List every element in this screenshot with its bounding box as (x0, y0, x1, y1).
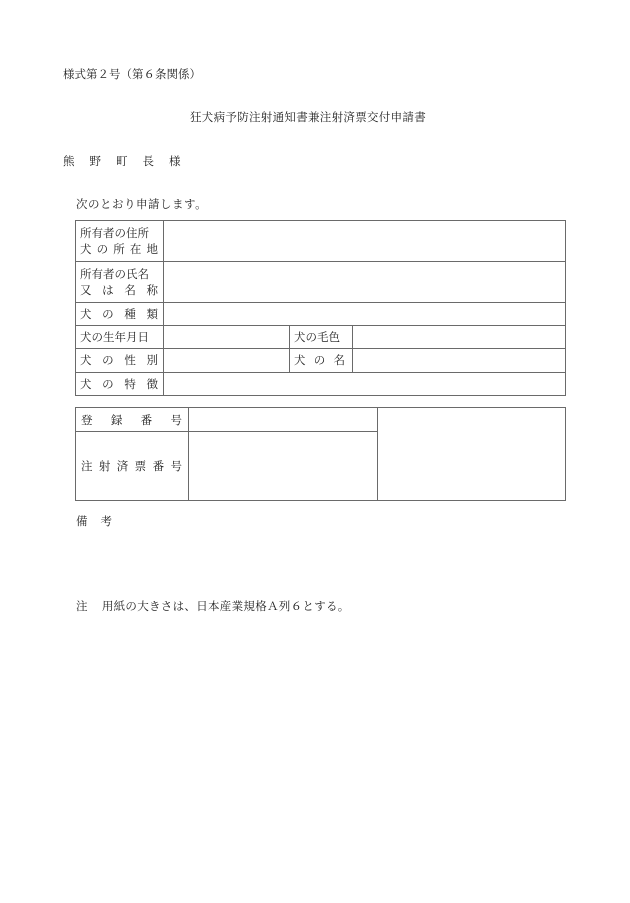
or-name-label: 又 は 名 称 (80, 283, 158, 297)
stamp-area (379, 409, 564, 499)
note-text: 用紙の大きさは、日本産業規格Ａ列６とする。 (101, 599, 350, 613)
table-border (75, 220, 566, 221)
row-divider (75, 431, 377, 432)
table-border (75, 500, 566, 501)
addressee-char: 長 (142, 154, 154, 168)
addressee-char: 様 (169, 154, 181, 168)
tag-number-input[interactable] (190, 433, 376, 499)
table-border (565, 220, 566, 396)
tag-number-label: 注 射 済 票 番 号 (81, 459, 182, 473)
document-title: 狂犬病予防注射通知書兼注射済票交付申請書 (190, 110, 426, 124)
row-divider (75, 302, 566, 303)
column-divider (188, 407, 189, 501)
dog-name-input[interactable] (354, 350, 564, 371)
dog-breed-input[interactable] (165, 304, 564, 324)
dog-breed-label: 犬 の 種 類 (80, 307, 158, 321)
addressee (63, 153, 196, 169)
remarks-input[interactable] (76, 530, 565, 585)
remarks-label (76, 513, 125, 529)
remarks-char: 考 (100, 514, 112, 528)
row-divider (75, 261, 566, 262)
addressee-char: 野 (89, 154, 101, 168)
column-divider (352, 325, 353, 372)
dog-coat-color-input[interactable] (354, 327, 564, 347)
row-divider (75, 372, 566, 373)
remarks-char: 備 (76, 514, 88, 528)
intro-text: 次のとおり申請します。 (76, 197, 208, 211)
dog-sex-input[interactable] (165, 350, 288, 371)
owner-address-input[interactable] (165, 222, 564, 260)
row-divider (75, 348, 566, 349)
registration-number-label: 登 録 番 号 (81, 413, 182, 427)
owner-name-label (80, 266, 158, 298)
paper-size-note (76, 598, 350, 614)
row-divider (75, 325, 566, 326)
note-marker: 注 (76, 599, 88, 613)
label-line: 所有者の住所 (80, 226, 149, 240)
dog-features-input[interactable] (165, 374, 564, 394)
table-border (75, 220, 76, 396)
addressee-char: 熊 (63, 154, 75, 168)
label-line: 所有者の氏名 (80, 267, 149, 281)
dog-location-label: 犬 の 所 在 地 (80, 242, 158, 256)
table-border (565, 407, 566, 501)
table-border (75, 407, 566, 408)
owner-address-label (80, 225, 158, 257)
column-divider (377, 407, 378, 501)
column-divider (163, 220, 164, 396)
table-border (75, 407, 76, 501)
dog-features-label: 犬 の 特 徴 (80, 377, 158, 391)
dog-birthdate-label: 犬の生年月日 (80, 330, 149, 344)
dog-name-label: 犬 の 名 (294, 353, 345, 367)
table-border (75, 395, 566, 396)
addressee-char: 町 (116, 154, 128, 168)
registration-number-input[interactable] (190, 409, 376, 430)
dog-coat-color-label: 犬の毛色 (294, 330, 340, 344)
column-divider (289, 325, 290, 372)
dog-sex-label: 犬 の 性 別 (80, 353, 158, 367)
form-number: 様式第２号（第６条関係） (63, 67, 201, 81)
owner-name-input[interactable] (165, 263, 564, 301)
dog-birthdate-input[interactable] (165, 327, 288, 347)
